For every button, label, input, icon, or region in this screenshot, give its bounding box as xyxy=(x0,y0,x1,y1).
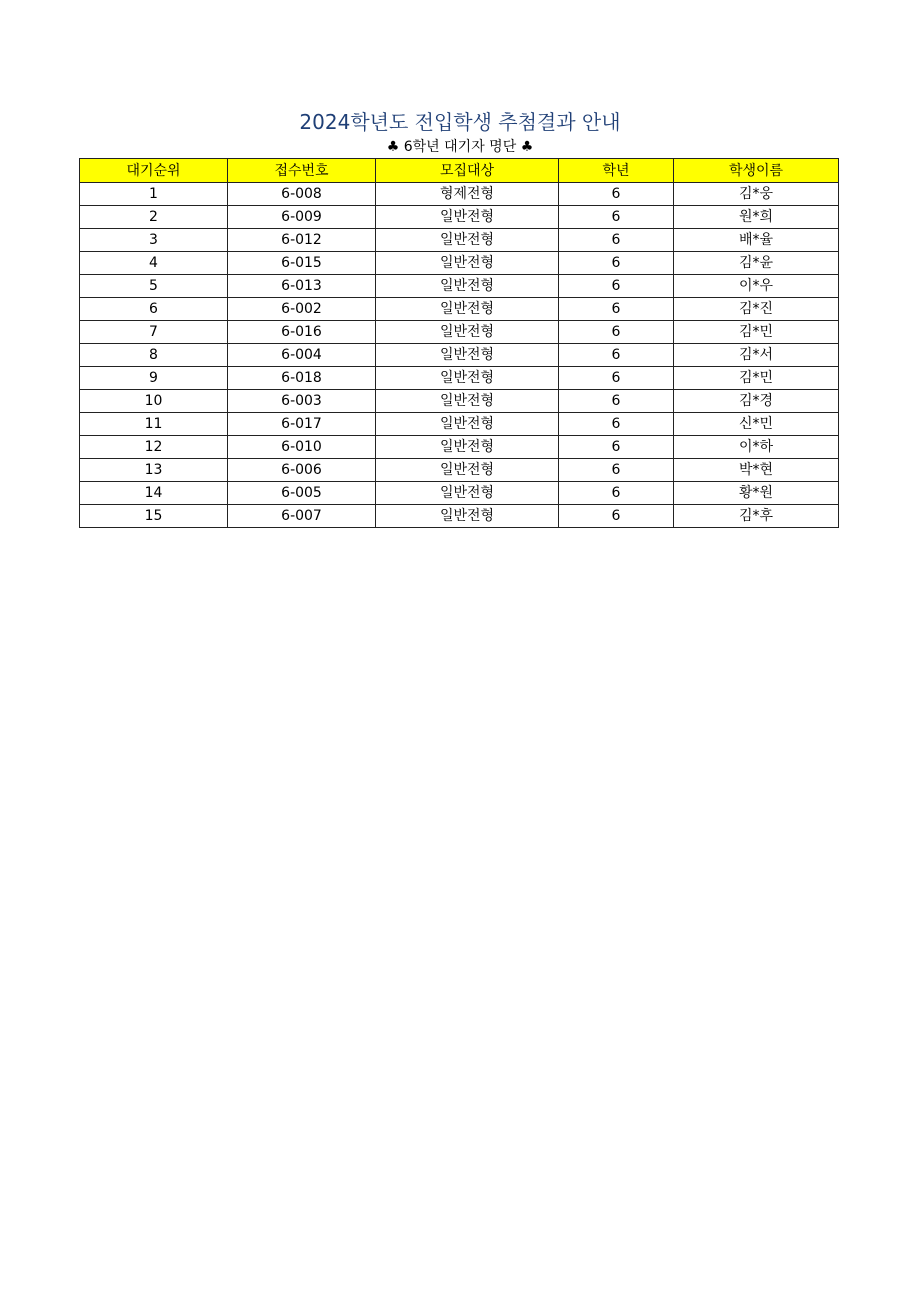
table-row xyxy=(80,344,839,367)
cell-admission-type: 일반전형 xyxy=(376,321,559,344)
cell-application-number: 6-002 xyxy=(228,298,376,321)
cell-admission-type: 일반전형 xyxy=(376,390,559,413)
cell-admission-type: 형제전형 xyxy=(376,183,559,206)
cell-student-name: 배*율 xyxy=(674,229,839,252)
waitlist-table xyxy=(79,158,839,528)
table-row xyxy=(80,367,839,390)
table-row xyxy=(80,505,839,528)
cell-wait-rank: 13 xyxy=(80,459,228,482)
cell-application-number: 6-004 xyxy=(228,344,376,367)
table-row xyxy=(80,183,839,206)
cell-application-number: 6-005 xyxy=(228,482,376,505)
cell-student-name: 김*진 xyxy=(674,298,839,321)
cell-admission-type: 일반전형 xyxy=(376,436,559,459)
cell-application-number: 6-009 xyxy=(228,206,376,229)
cell-wait-rank: 11 xyxy=(80,413,228,436)
document-subtitle xyxy=(0,137,920,157)
cell-admission-type: 일반전형 xyxy=(376,367,559,390)
header-wait-rank: 대기순위 xyxy=(80,159,228,183)
cell-grade: 6 xyxy=(559,183,674,206)
cell-grade: 6 xyxy=(559,229,674,252)
cell-grade: 6 xyxy=(559,298,674,321)
table-row xyxy=(80,229,839,252)
cell-wait-rank: 9 xyxy=(80,367,228,390)
cell-application-number: 6-010 xyxy=(228,436,376,459)
cell-wait-rank: 15 xyxy=(80,505,228,528)
cell-student-name: 원*희 xyxy=(674,206,839,229)
subtitle-text: 6학년 대기자 명단 xyxy=(403,139,517,155)
header-grade: 학년 xyxy=(559,159,674,183)
cell-application-number: 6-018 xyxy=(228,367,376,390)
cell-grade: 6 xyxy=(559,390,674,413)
cell-admission-type: 일반전형 xyxy=(376,459,559,482)
table-row xyxy=(80,436,839,459)
cell-wait-rank: 2 xyxy=(80,206,228,229)
cell-admission-type: 일반전형 xyxy=(376,344,559,367)
cell-wait-rank: 8 xyxy=(80,344,228,367)
cell-application-number: 6-003 xyxy=(228,390,376,413)
cell-grade: 6 xyxy=(559,505,674,528)
cell-admission-type: 일반전형 xyxy=(376,298,559,321)
cell-application-number: 6-017 xyxy=(228,413,376,436)
cell-grade: 6 xyxy=(559,367,674,390)
club-icon: ♣ xyxy=(386,139,400,155)
cell-wait-rank: 12 xyxy=(80,436,228,459)
cell-wait-rank: 1 xyxy=(80,183,228,206)
cell-student-name: 김*웅 xyxy=(674,183,839,206)
cell-grade: 6 xyxy=(559,344,674,367)
cell-admission-type: 일반전형 xyxy=(376,229,559,252)
cell-wait-rank: 4 xyxy=(80,252,228,275)
cell-admission-type: 일반전형 xyxy=(376,482,559,505)
cell-grade: 6 xyxy=(559,459,674,482)
header-admission-type: 모집대상 xyxy=(376,159,559,183)
table-row xyxy=(80,275,839,298)
cell-student-name: 김*민 xyxy=(674,321,839,344)
cell-student-name: 김*서 xyxy=(674,344,839,367)
table-row xyxy=(80,206,839,229)
cell-admission-type: 일반전형 xyxy=(376,206,559,229)
cell-wait-rank: 5 xyxy=(80,275,228,298)
cell-grade: 6 xyxy=(559,206,674,229)
cell-application-number: 6-015 xyxy=(228,252,376,275)
cell-grade: 6 xyxy=(559,436,674,459)
table-row xyxy=(80,390,839,413)
table-header-row xyxy=(80,159,839,183)
cell-wait-rank: 14 xyxy=(80,482,228,505)
cell-application-number: 6-013 xyxy=(228,275,376,298)
cell-application-number: 6-012 xyxy=(228,229,376,252)
cell-grade: 6 xyxy=(559,413,674,436)
header-student-name: 학생이름 xyxy=(674,159,839,183)
cell-application-number: 6-016 xyxy=(228,321,376,344)
cell-grade: 6 xyxy=(559,482,674,505)
cell-wait-rank: 3 xyxy=(80,229,228,252)
table-row xyxy=(80,413,839,436)
cell-admission-type: 일반전형 xyxy=(376,275,559,298)
cell-wait-rank: 6 xyxy=(80,298,228,321)
header-application-number: 접수번호 xyxy=(228,159,376,183)
table-row xyxy=(80,298,839,321)
cell-application-number: 6-007 xyxy=(228,505,376,528)
cell-admission-type: 일반전형 xyxy=(376,505,559,528)
table-row xyxy=(80,252,839,275)
cell-student-name: 황*원 xyxy=(674,482,839,505)
cell-student-name: 이*하 xyxy=(674,436,839,459)
cell-wait-rank: 10 xyxy=(80,390,228,413)
cell-grade: 6 xyxy=(559,252,674,275)
cell-wait-rank: 7 xyxy=(80,321,228,344)
cell-student-name: 박*현 xyxy=(674,459,839,482)
table-row xyxy=(80,482,839,505)
table-row xyxy=(80,321,839,344)
document-title: 2024학년도 전입학생 추첨결과 안내 xyxy=(299,110,621,134)
cell-student-name: 김*후 xyxy=(674,505,839,528)
cell-admission-type: 일반전형 xyxy=(376,413,559,436)
cell-student-name: 김*윤 xyxy=(674,252,839,275)
cell-student-name: 신*민 xyxy=(674,413,839,436)
cell-admission-type: 일반전형 xyxy=(376,252,559,275)
cell-application-number: 6-008 xyxy=(228,183,376,206)
cell-application-number: 6-006 xyxy=(228,459,376,482)
table-body xyxy=(80,183,839,528)
cell-grade: 6 xyxy=(559,321,674,344)
club-icon: ♣ xyxy=(520,139,534,155)
cell-student-name: 김*경 xyxy=(674,390,839,413)
cell-student-name: 이*우 xyxy=(674,275,839,298)
cell-student-name: 김*민 xyxy=(674,367,839,390)
cell-grade: 6 xyxy=(559,275,674,298)
table-row xyxy=(80,459,839,482)
